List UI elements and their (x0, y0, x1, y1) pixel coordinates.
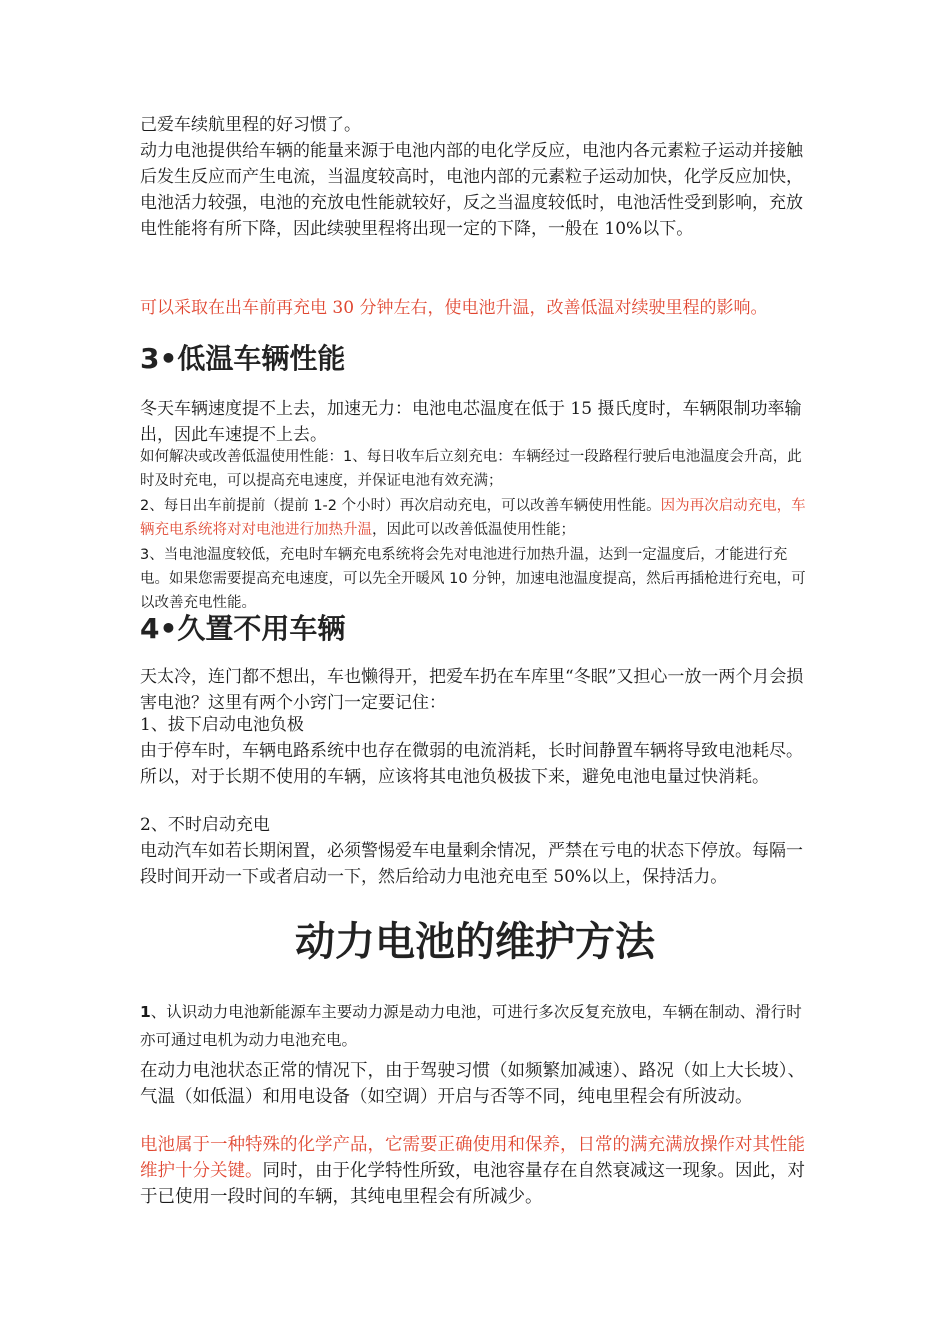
section3-p3-tail: ，因此可以改善低温使用性能； (372, 522, 575, 538)
section4-p3: 由于停车时，车辆电路系统中也存在微弱的电流消耗，长时间静置车辆将导致电池耗尽。所以，对于长期不使用的车辆，应该将其电池负极拔下来，避免电池电量过快消耗。 (140, 741, 803, 787)
maintenance-p1-text: 、认识动力电池新能源车主要动力源是动力电池，可进行多次反复充放电，车辆在制动、滑行时亦可通过电机为动力电池充电。 (140, 1003, 802, 1049)
section3-p3 (140, 494, 812, 542)
section4-p4: 2、不时启动充电 (140, 815, 270, 835)
tip-red-paragraph: 可以采取在出车前再充电 30 分钟左右，使电池升温，改善低温对续驶里程的影响。 (140, 298, 768, 318)
section3-p3-text: 2、每日出车前提前（提前 1-2 个小时）再次启动充电，可以改善车辆使用性能。 (140, 498, 661, 514)
maintenance-p3-highlight: 电池属于一种特殊的化学产品，它需要正确使用和保养，日常的满充满放操作对其性能维护十分关键。 (140, 1135, 805, 1181)
maintenance-p1-number: 1 (140, 1003, 151, 1021)
section3-heading: 3•低温车辆性能 (140, 342, 346, 375)
intro-paragraph: 动力电池提供给车辆的能量来源于电池内部的电化学反应，电池内各元素粒子运动并接触后发生反应而产生电流，当温度较高时，电池内部的元素粒子运动加快，化学反应加快，电池活力较强，电池的充放电性能就较好，反之当温度较低时，电池活性受到影响，充放电性能将有所下降，因此续驶里程将出现一定的下降，一般在 10%以下。 (140, 141, 803, 239)
maintenance-title: 动力电池的维护方法 (295, 919, 655, 965)
maintenance-p3-tail: 同时，由于化学特性所致，电池容量存在自然衰减这一现象。因此，对于已使用一段时间的车辆，其纯电里程会有所减少。 (140, 1161, 805, 1207)
section4-p1: 天太冷，连门都不想出，车也懒得开，把爱车扔在车库里“冬眠”又担心一放一两个月会损害电池？这里有两个小窍门一定要记住： (140, 667, 804, 713)
section3-p2: 如何解决或改善低温使用性能：1、每日收车后立刻充电：车辆经过一段路程行驶后电池温度会升高，此时及时充电，可以提高充电速度，并保证电池有效充满； (140, 449, 802, 489)
intro-line: 己爱车续航里程的好习惯了。 (140, 115, 361, 135)
section4-p2: 1、拔下启动电池负极 (140, 715, 304, 735)
section3-p3-highlight: 因为再次启动充电，车辆充电系统将对对电池进行加热升温 (140, 498, 806, 538)
section3-p1: 冬天车辆速度提不上去，加速无力：电池电芯温度在低于 15 摄氏度时，车辆限制功率输出，因此车速提不上去。 (140, 399, 802, 445)
section3-p4: 3、当电池温度较低，充电时车辆充电系统将会先对电池进行加热升温，达到一定温度后，才能进行充电。如果您需要提高充电速度，可以先全开暖风 10 分钟，加速电池温度提高，然后再插枪进行充电，可以改善充电性能。 (140, 547, 806, 611)
maintenance-p1 (140, 998, 812, 1054)
maintenance-p2: 在动力电池状态正常的情况下，由于驾驶习惯（如频繁加减速）、路况（如上大长坡）、气温（如低温）和用电设备（如空调）开启与否等不同，纯电里程会有所波动。 (140, 1061, 805, 1107)
section4-heading: 4•久置不用车辆 (140, 612, 346, 645)
section4-p5: 电动汽车如若长期闲置，必须警惕爱车电量剩余情况，严禁在亏电的状态下停放。每隔一段时间开动一下或者启动一下，然后给动力电池充电至 50%以上，保持活力。 (140, 841, 803, 887)
maintenance-p3 (140, 1132, 812, 1210)
